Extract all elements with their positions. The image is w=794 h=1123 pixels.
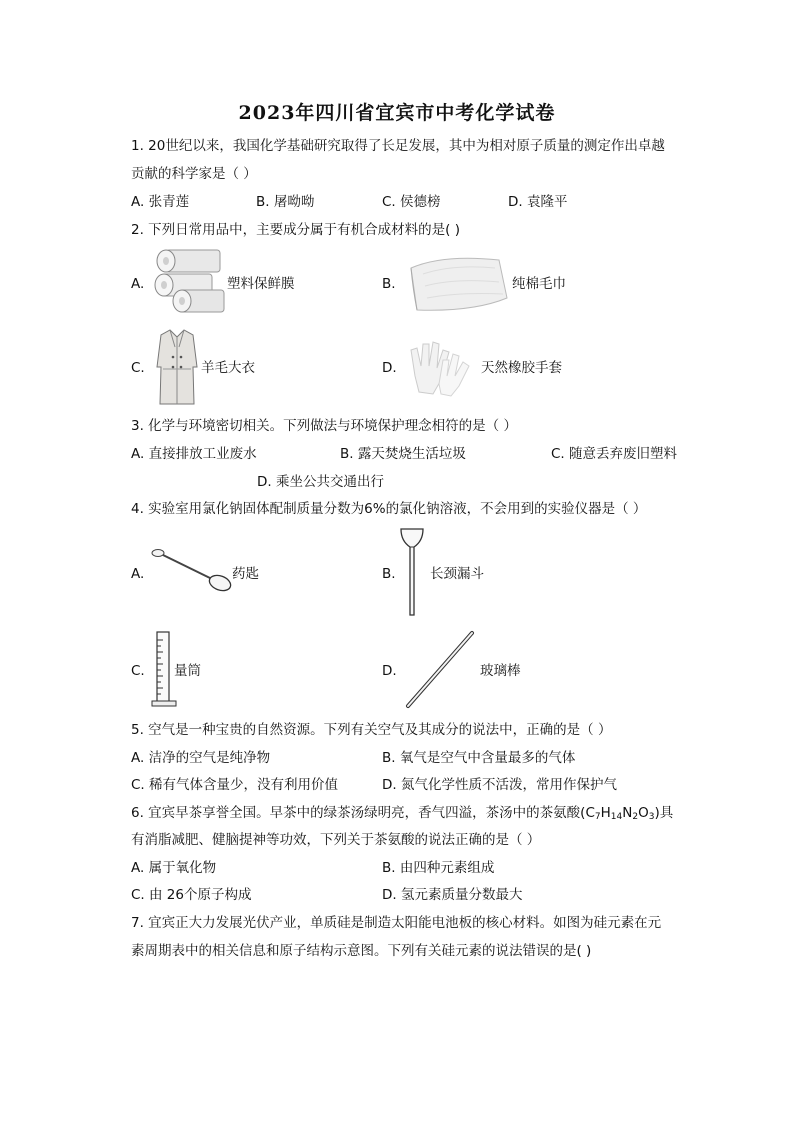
q4-stem: 4. 实验室用氯化钠固体配制质量分数为6%的氯化钠溶液，不会用到的实验仪器是（ ） — [131, 501, 647, 517]
q2-option-a-text: 塑料保鲜膜 — [227, 276, 295, 292]
q3-option-b: B. 露天焚烧生活垃圾 — [340, 446, 466, 462]
q4-option-c-letter: C. — [131, 663, 145, 679]
formula-c-count: 7 — [594, 812, 601, 822]
q1-option-a: A. 张青莲 — [131, 194, 190, 210]
q5-stem: 5. 空气是一种宝贵的自然资源。下列有关空气及其成分的说法中，正确的是（ ） — [131, 722, 612, 738]
formula-o-count: 3 — [648, 812, 655, 822]
q2-stem: 2. 下列日常用品中，主要成分属于有机合成材料的是( ) — [131, 222, 460, 238]
q4-option-d-letter: D. — [382, 663, 397, 679]
q2-option-c-letter: C. — [131, 360, 145, 376]
page-title: 2023年四川省宜宾市中考化学试卷 — [238, 102, 556, 124]
q4-option-a-text: 药匙 — [232, 566, 259, 582]
q3-option-c: C. 随意丢弃废旧塑料 — [551, 446, 678, 462]
long-neck-funnel-image — [398, 527, 426, 617]
rubber-gloves-image — [405, 336, 477, 398]
q5-option-d: D. 氮气化学性质不活泼，常用作保护气 — [382, 777, 617, 793]
q3-option-a: A. 直接排放工业废水 — [131, 446, 257, 462]
q1-stem-line2: 贡献的科学家是（ ） — [131, 166, 257, 182]
q2-option-d-letter: D. — [382, 360, 397, 376]
q4-option-d-text: 玻璃棒 — [480, 663, 521, 679]
formula-n-count: 2 — [632, 812, 639, 822]
formula-o: O — [638, 805, 649, 821]
q5-option-a: A. 洁净的空气是纯净物 — [131, 750, 271, 766]
q4-option-b-text: 长颈漏斗 — [430, 566, 484, 582]
q6-stem-text: 6. 宜宾早茶享誉全国。早茶中的绿茶汤绿明亮，香气四溢，茶汤中的茶氨酸(C — [131, 805, 595, 821]
q5-option-b: B. 氧气是空气中含量最多的气体 — [382, 750, 576, 766]
formula-h-count: 14 — [610, 812, 623, 822]
cotton-towel-image — [403, 250, 511, 320]
q7-stem-line1: 7. 宜宾正大力发展光伏产业，单质硅是制造太阳能电池板的核心材料。如图为硅元素在元 — [131, 915, 662, 931]
q4-option-c-text: 量筒 — [174, 663, 201, 679]
q1-stem-line1: 1. 20世纪以来，我国化学基础研究取得了长足发展，其中为相对原子质量的测定作出卓越 — [131, 138, 665, 154]
q6-stem-line2: 有消脂减肥、健脑提神等功效，下列关于茶氨酸的说法正确的是（ ） — [131, 832, 541, 848]
q2-option-b-letter: B. — [382, 276, 396, 292]
q2-option-d-text: 天然橡胶手套 — [481, 360, 562, 376]
q6-option-a: A. 属于氧化物 — [131, 860, 217, 876]
q1-option-b: B. 屠呦呦 — [256, 194, 315, 210]
q4-option-b-letter: B. — [382, 566, 396, 582]
medicine-spoon-image — [150, 545, 234, 595]
q3-stem: 3. 化学与环境密切相关。下列做法与环境保护理念相符的是（ ） — [131, 418, 517, 434]
wool-coat-image — [153, 327, 201, 407]
q2-option-c-text: 羊毛大衣 — [201, 360, 255, 376]
plastic-wrap-rolls-image — [152, 244, 228, 318]
q6-option-d: D. 氢元素质量分数最大 — [382, 887, 523, 903]
glass-rod-image — [402, 630, 478, 710]
q6-stem-tail: )具 — [654, 805, 674, 821]
q3-option-d: D. 乘坐公共交通出行 — [257, 474, 384, 490]
q7-stem-line2: 素周期表中的相关信息和原子结构示意图。下列有关硅元素的说法错误的是( ) — [131, 943, 592, 959]
q1-option-d: D. 袁隆平 — [508, 194, 568, 210]
q6-stem-line1 — [131, 804, 673, 826]
formula-n: N — [622, 805, 633, 821]
q6-option-c: C. 由 26个原子构成 — [131, 887, 252, 903]
q6-option-b: B. 由四种元素组成 — [382, 860, 495, 876]
q4-option-a-letter: A. — [131, 566, 145, 582]
q1-option-c: C. 侯德榜 — [382, 194, 441, 210]
q5-option-c: C. 稀有气体含量少，没有利用价值 — [131, 777, 339, 793]
q2-option-a-letter: A. — [131, 276, 145, 292]
q2-option-b-text: 纯棉毛巾 — [512, 276, 566, 292]
formula-h: H — [600, 805, 611, 821]
